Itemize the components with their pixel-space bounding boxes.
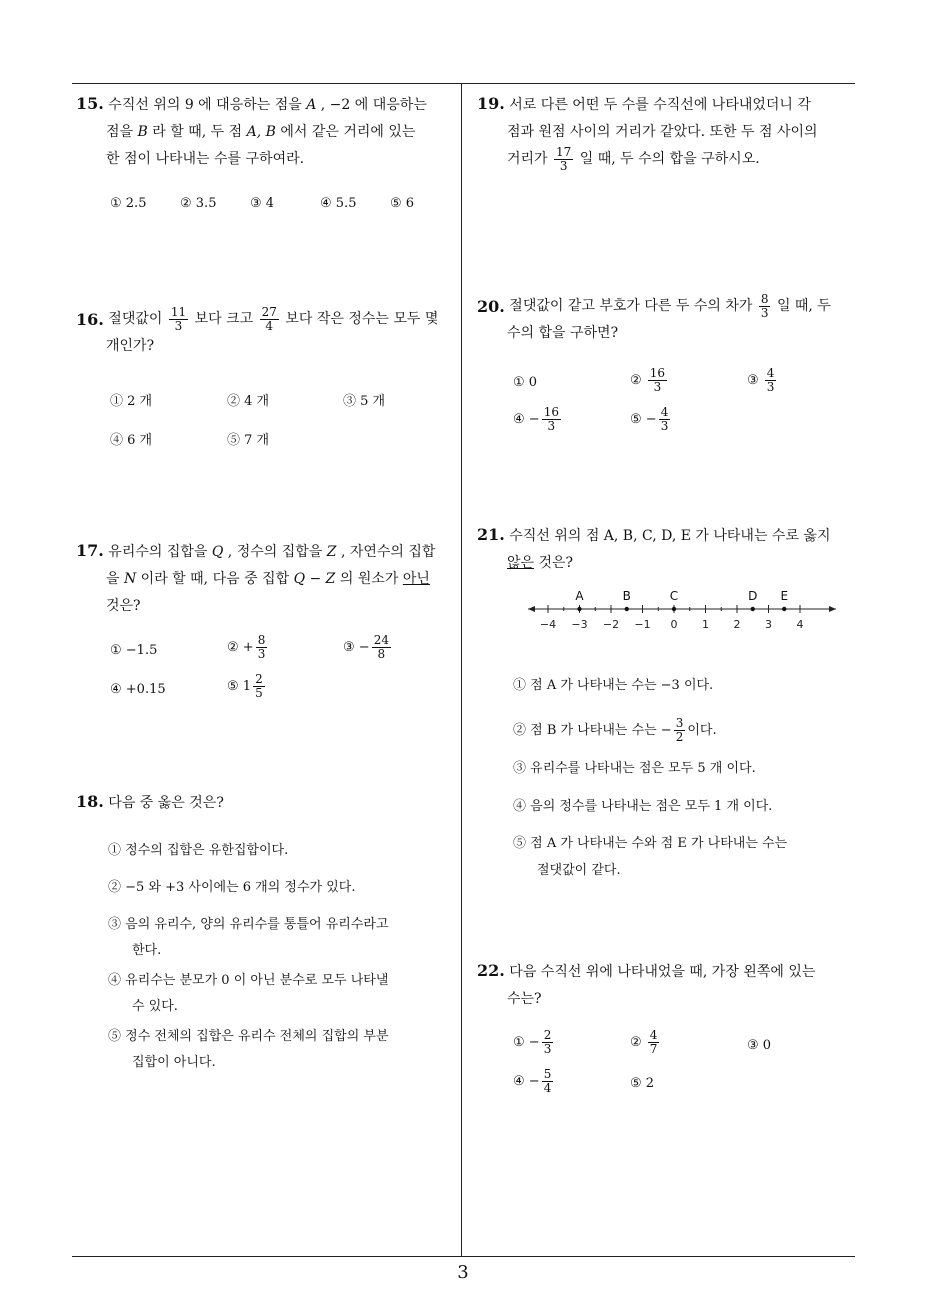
q18-option-1[interactable]: ① 정수의 집합은 유한집합이다.: [108, 843, 289, 858]
question-17-line-3: 것은?: [106, 598, 141, 614]
q15-option-2[interactable]: ② 3.5: [180, 196, 217, 211]
question-20: 20. 절댓값이 같고 부호가 다른 두 수의 차가 $\frac{8}{3}$ 일 때, 두 수의 합을 구하면?: [477, 292, 831, 341]
number-line-point-c: [672, 607, 676, 611]
q17-option-4[interactable]: ④ +0.15: [110, 682, 166, 697]
q18-options: [108, 838, 458, 1076]
page-number: 3: [457, 1262, 469, 1283]
q16-option-2[interactable]: ② 4 개: [227, 394, 270, 409]
number-line-tick-label: −2: [602, 618, 620, 631]
question-16-line-1: 16. 절댓값이 $\frac{11}{3}$ 보다 크고 $\frac{27}{4}$ 보다 작은 정수는 모두 몇: [76, 305, 439, 333]
number-line-point-label: A: [575, 589, 584, 603]
column-divider: [461, 83, 462, 1257]
number-line-point-a: [577, 607, 581, 611]
q22-option-1[interactable]: ① − $\frac{2}{3}$: [513, 1028, 552, 1056]
question-21: 21. 수직선 위의 점 A, B, C, D, E 가 나타내는 수로 옳지 않은 것은?: [477, 525, 831, 571]
question-18: 18. 다음 중 옳은 것은?: [76, 792, 224, 811]
q17-option-1[interactable]: ① −1.5: [110, 643, 158, 658]
question-number: 15.: [76, 94, 104, 113]
question-22: 22. 다음 수직선 위에 나타내었을 때, 가장 왼쪽에 있는 수는?: [477, 961, 816, 1007]
q22-option-5[interactable]: ⑤ 2: [630, 1076, 655, 1091]
q21-options: [513, 672, 863, 884]
fraction: $\frac{8}{3}$: [760, 292, 769, 320]
q17-option-2[interactable]: ② + $\frac{8}{3}$: [227, 633, 266, 661]
number-line-point-d: [751, 607, 755, 611]
number-line-point-label: D: [748, 589, 758, 603]
fraction: $\frac{11}{3}$: [170, 305, 187, 333]
q20-option-4[interactable]: ④ − $\frac{16}{3}$: [513, 405, 559, 433]
q15-option-3[interactable]: ③ 4: [250, 196, 275, 211]
q22-option-4[interactable]: ④ − $\frac{5}{4}$: [513, 1067, 552, 1095]
top-rule: [72, 83, 855, 84]
q20-option-3[interactable]: ③ $\frac{4}{3}$: [747, 366, 775, 394]
number-line-tick-label: 2: [733, 618, 741, 631]
question-16-line-2: 개인가?: [106, 338, 155, 354]
q22-option-2[interactable]: ② $\frac{4}{7}$: [630, 1028, 658, 1056]
arrow-left-icon: [528, 606, 535, 612]
q20-option-5[interactable]: ⑤ − $\frac{4}{3}$: [630, 405, 669, 433]
q16-option-5[interactable]: ⑤ 7 개: [227, 433, 270, 448]
q15-option-4[interactable]: ④ 5.5: [320, 196, 357, 211]
q16-option-3[interactable]: ③ 5 개: [343, 394, 386, 409]
number-line-tick-label: 3: [765, 618, 772, 631]
q16-option-1[interactable]: ① 2 개: [110, 394, 153, 409]
number-line-point-label: C: [669, 589, 679, 603]
number-line-point-b: [625, 607, 629, 611]
question-15-line-1: 15. 수직선 위의 9 에 대응하는 점을 A , −2 에 대응하는: [76, 94, 427, 113]
number-line-tick-label: 0: [670, 618, 678, 631]
number-line-tick-label: −1: [634, 618, 651, 631]
question-15-line-3: 한 점이 나타내는 수를 구하여라.: [106, 151, 305, 167]
q21-option-1[interactable]: ① 점 A 가 나타내는 수는 −3 이다.: [513, 678, 714, 693]
q21-option-5[interactable]: ⑤ 점 A 가 나타내는 수와 점 E 가 나타내는 수는 절댓값이 같다.: [513, 836, 788, 878]
question-17-line-2: 을 N 이라 할 때, 다음 중 집합 Q − Z 의 원소가 아닌: [106, 571, 430, 587]
q21-option-2[interactable]: ② 점 B 가 나타내는 수는 − $\frac{3}{2}$ 이다.: [513, 715, 717, 744]
number-line-point-label: E: [780, 589, 789, 603]
q15-option-5[interactable]: ⑤ 6: [390, 196, 415, 211]
question-17: [76, 537, 458, 620]
question-15-line-2: 점을 B 라 할 때, 두 점 A, B 에서 같은 거리에 있는: [106, 124, 416, 140]
q15-option-1[interactable]: ① 2.5: [110, 196, 147, 211]
question-15: [76, 90, 458, 173]
q16-option-4[interactable]: ④ 6 개: [110, 433, 153, 448]
fraction: $\frac{27}{4}$: [261, 305, 277, 333]
question-19: 19. 서로 다른 어떤 두 수를 수직선에 나타내었더니 각 점과 원점 사이의 거리가 같았다. 또한 두 점 사이의 거리가 $\frac{17}{3}$ 일 때, 두 수의 합을 구하시오.: [477, 94, 818, 173]
arrow-right-icon: [829, 606, 836, 612]
number-line-tick-label: 1: [702, 618, 709, 631]
fraction: $\frac{17}{3}$: [556, 145, 572, 173]
q20-option-1[interactable]: ① 0: [513, 375, 538, 390]
question-16: [76, 306, 458, 360]
q18-option-3[interactable]: ③ 음의 유리수, 양의 유리수를 통틀어 유리수라고 한다.: [108, 917, 389, 958]
q18-option-2[interactable]: ② −5 와 +3 사이에는 6 개의 정수가 있다.: [108, 880, 356, 895]
bottom-rule: [72, 1256, 855, 1257]
number-line-tick-label: 4: [796, 618, 804, 631]
q22-option-3[interactable]: ③ 0: [747, 1038, 772, 1053]
q21-option-3[interactable]: ③ 유리수를 나타내는 점은 모두 5 개 이다.: [513, 761, 756, 776]
q18-option-4[interactable]: ④ 유리수는 분모가 0 이 아닌 분수로 모두 나타낼 수 있다.: [108, 973, 389, 1014]
number-line-tick-label: −4: [539, 618, 557, 631]
q17-option-5[interactable]: ⑤ 1 $\frac{2}{5}$: [227, 672, 263, 700]
question-17-line-1: 17. 유리수의 집합을 Q , 정수의 집합을 Z , 자연수의 집합: [76, 541, 436, 560]
number-line-tick-label: −3: [571, 618, 588, 631]
q20-option-2[interactable]: ② $\frac{16}{3}$: [630, 366, 666, 394]
number-line-point-label: B: [622, 589, 631, 603]
number-line-diagram: [520, 585, 850, 635]
number-line-point-e: [782, 607, 786, 611]
q17-option-3[interactable]: ③ − $\frac{24}{8}$: [343, 633, 389, 661]
q21-option-4[interactable]: ④ 음의 정수를 나타내는 점은 모두 1 개 이다.: [513, 799, 773, 814]
q18-option-5[interactable]: ⑤ 정수 전체의 집합은 유리수 전체의 집합의 부분 집합이 아니다.: [108, 1029, 389, 1070]
